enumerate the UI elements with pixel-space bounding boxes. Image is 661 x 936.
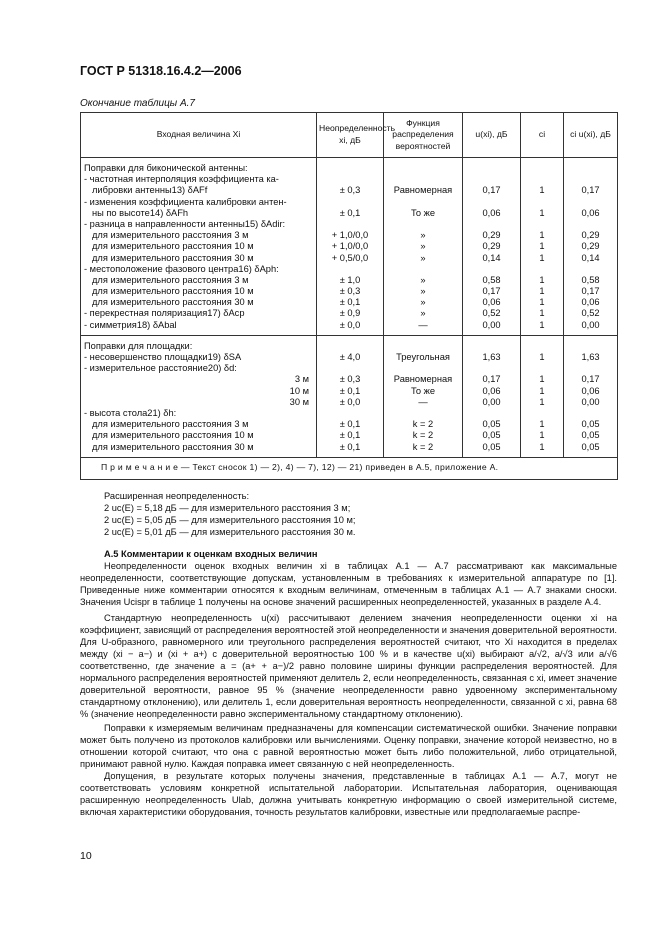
cell-line: ± 0,1 [339, 430, 361, 441]
cell-line: 0,29 [482, 230, 501, 241]
cell-line: 1 [539, 230, 545, 241]
cell-line [387, 341, 459, 352]
cell-line: 0,05 [482, 419, 501, 430]
cell-line: для измерительного расстояния 10 м [92, 286, 254, 297]
cell-line [466, 408, 517, 419]
cell-line [567, 163, 614, 174]
expanded-line: 2 uc(E) = 5,01 дБ — для измерительного расстояния 30 м. [104, 527, 356, 537]
cell-line: ± 4,0 [339, 352, 361, 362]
cell-line: 1 [539, 252, 545, 263]
cell-desc [81, 158, 317, 336]
cell-line: + 0,5/0,0 [331, 252, 369, 263]
cell-line: для измерительного расстояния 10 м [92, 241, 254, 252]
cell-line: - измерительное расстояние20) δd: [84, 363, 237, 374]
cell-line: 0,05 [482, 441, 501, 452]
cell-line [524, 363, 560, 374]
cell-line: ± 0,1 [339, 297, 361, 308]
cell-line: 0,58 [581, 274, 600, 285]
cell-line: 0,06 [482, 297, 501, 308]
cell-line [320, 163, 380, 174]
cell-line: — [418, 319, 428, 330]
cell-line: + 1,0/0,0 [331, 241, 369, 252]
cell-line: 0,00 [581, 319, 600, 330]
cell-line [567, 363, 614, 374]
section-a5 [80, 548, 617, 818]
cell-line: для измерительного расстояния 30 м [92, 297, 254, 308]
cell-line: 0,29 [482, 241, 501, 252]
cell-line [387, 408, 459, 419]
cell-line [387, 264, 459, 275]
cell-line: » [420, 308, 426, 319]
cell-line: Поправки для площадки: [84, 340, 193, 351]
cell-unc [317, 335, 384, 457]
cell-line: 0,00 [482, 319, 501, 330]
cell-line: 30 м [289, 396, 309, 407]
cell-line [466, 174, 517, 185]
cell-c [521, 158, 564, 336]
cell-line: + 1,0/0,0 [331, 230, 369, 241]
cell-line: для измерительного расстояния 3 м [92, 274, 249, 285]
cell-line: ± 0,1 [339, 207, 361, 218]
cell-line: ± 0,1 [339, 385, 361, 396]
cell-line: 0,29 [581, 241, 600, 252]
cell-line: » [420, 252, 426, 263]
cell-line: k = 2 [412, 441, 434, 452]
cell-line: 0,06 [581, 207, 600, 218]
cell-line [320, 408, 380, 419]
table-row-site [81, 335, 618, 457]
cell-line: 0,05 [581, 441, 600, 452]
cell-line: - изменения коэффициента калибровки антен- [84, 196, 287, 207]
cell-line: 1 [539, 419, 545, 430]
cell-line: 0,06 [581, 385, 600, 396]
cell-line: 0,00 [581, 396, 600, 407]
cell-line: 0,05 [482, 430, 501, 441]
cell-line: ± 0,1 [339, 441, 361, 452]
cell-line: 1 [539, 185, 545, 196]
cell-line: - симметрия18) δAbal [84, 319, 177, 330]
cell-c [521, 335, 564, 457]
cell-line [524, 197, 560, 208]
cell-line: - разница в направленности антенны15) δAdir: [84, 218, 286, 229]
cell-line: » [420, 274, 426, 285]
cell-cu [564, 335, 618, 457]
uncertainty-table [80, 112, 618, 480]
cell-line [387, 363, 459, 374]
cell-line [387, 163, 459, 174]
cell-line: либровки антенны13) δAFf [92, 185, 208, 196]
cell-line: Поправки для биконической антенны: [84, 163, 248, 173]
cell-line: 0,58 [482, 274, 501, 285]
table-row-antenna [81, 158, 618, 336]
cell-line [387, 174, 459, 185]
cell-line [320, 197, 380, 208]
cell-line [320, 341, 380, 352]
cell-line: 0,52 [482, 308, 501, 319]
cell-line: - частотная интерполяция коэффициента ка- [84, 174, 279, 185]
cell-line: для измерительного расстояния 30 м [92, 252, 254, 263]
header-u: u(xi), дБ [463, 113, 521, 158]
cell-line: ± 0,1 [339, 419, 361, 430]
cell-line [320, 264, 380, 275]
cell-line: 0,52 [581, 308, 600, 319]
expanded-line: 2 uc(E) = 5,05 дБ — для измерительного расстояния 10 м; [104, 515, 356, 525]
cell-line: ± 1,0 [339, 274, 361, 285]
cell-line: 0,17 [581, 185, 600, 196]
cell-line [567, 341, 614, 352]
cell-line: 0,17 [482, 374, 501, 385]
cell-line: 1 [539, 286, 545, 297]
cell-line [567, 408, 614, 419]
cell-line: 1,63 [482, 352, 501, 362]
cell-line: k = 2 [412, 430, 434, 441]
cell-line [524, 341, 560, 352]
cell-u [463, 158, 521, 336]
cell-line: Равномерная [393, 374, 453, 385]
cell-line [387, 197, 459, 208]
header-uncertainty: Неопределенность xi, дБ [317, 113, 384, 158]
paragraph: Допущения, в результате которых получены значения, представленные в таблицах А.1 — А.7, могут не соответствовать условиям конкретной испытательной лаборатории. Испытательная лаборатория, оценивающая расширенную неопределенность Ulab, должна учитывать конкретную информацию о своей измерительной системе, включая характеристики оборудования, точность результатов калибровки, известные или предполагаемые распре- [80, 771, 617, 817]
table-note: П р и м е ч а н и е — Текст сносок 1) — 2), 4) — 7), 12) — 21) приведен в А.5, приложение А. [81, 457, 618, 479]
cell-line [320, 219, 380, 230]
cell-line: 0,17 [482, 185, 501, 196]
cell-line [524, 174, 560, 185]
cell-line [466, 363, 517, 374]
cell-line: 10 м [289, 385, 309, 396]
page-number: 10 [80, 850, 92, 862]
cell-line: 1 [539, 297, 545, 308]
cell-line: 0,17 [482, 286, 501, 297]
cell-line: ны по высоте14) δAFh [92, 207, 189, 218]
header-cu: ci u(xi), дБ [564, 113, 618, 158]
cell-line: 1 [539, 274, 545, 285]
expanded-line: 2 uc(E) = 5,18 дБ — для измерительного расстояния 3 м; [104, 503, 351, 513]
header-c: ci [521, 113, 564, 158]
cell-line: 1 [539, 352, 545, 362]
cell-line [524, 264, 560, 275]
cell-cu [564, 158, 618, 336]
cell-line: 1 [539, 374, 545, 385]
cell-line: » [420, 241, 426, 252]
header-input: Входная величина Xi [81, 113, 317, 158]
cell-line: 1 [539, 396, 545, 407]
cell-line: для измерительного расстояния 3 м [92, 419, 249, 430]
cell-line: 1 [539, 207, 545, 218]
cell-line [320, 174, 380, 185]
cell-line: 1 [539, 385, 545, 396]
cell-line: ± 0,0 [339, 319, 361, 330]
cell-line: » [420, 297, 426, 308]
cell-line: 1,63 [581, 352, 600, 362]
cell-line [466, 219, 517, 230]
cell-line [524, 163, 560, 174]
cell-line: То же [410, 207, 436, 218]
cell-line: Треугольная [396, 352, 450, 362]
cell-line [466, 163, 517, 174]
paragraph: Поправки к измеряемым величинам предназначены для компенсации систематической ошибки. Значение поправки может быть получено из протоколов калибровки или вычислениями. Оценку поправки, значение которой неизвестно, но в отношении которой считают, что она с равной вероятностью может быть либо положительной, либо отрицательной, принимают равной нулю. Каждая поправка имеет связанную с ней неопределенность. [80, 723, 617, 769]
cell-line: для измерительного расстояния 10 м [92, 430, 254, 441]
cell-line: 0,14 [482, 252, 501, 263]
cell-line: 1 [539, 241, 545, 252]
cell-line [466, 197, 517, 208]
expanded-title: Расширенная неопределенность: [104, 491, 250, 501]
cell-line [567, 219, 614, 230]
cell-line: 1 [539, 441, 545, 452]
cell-line: Равномерная [393, 185, 453, 196]
table-note-row [81, 457, 618, 479]
cell-u [463, 335, 521, 457]
cell-line: k = 2 [412, 419, 434, 430]
cell-line: ± 0,9 [339, 308, 361, 319]
section-title: А.5 Комментарии к оценкам входных величин [104, 549, 318, 559]
cell-line: 1 [539, 430, 545, 441]
cell-line: для измерительного расстояния 3 м [92, 230, 249, 241]
cell-line [567, 264, 614, 275]
cell-line [524, 408, 560, 419]
expanded-uncertainty [80, 490, 617, 538]
cell-line: » [420, 286, 426, 297]
cell-line: - несовершенство площадки19) δSA [84, 352, 242, 362]
header-distribution: Функция распределения вероятностей [384, 113, 463, 158]
cell-line [320, 363, 380, 374]
cell-func [384, 158, 463, 336]
paragraph: Стандартную неопределенность u(xi) рассчитывают делением значения неопределенности оценки xi на коэффициент, зависящий от распределения вероятностей этой неопределенности и значения доверительной вероятности. Для U-образного, равномерного или треугольного распределения вероятностей считают, что Xi находится в пределах между (xi − a−) и (xi + a+) с доверительной вероятностью 100 % и в качестве u(xi) выбирают a/√2, a/√3 или a/√6 соответственно, где значение a = (a+ + a−)/2 равно половине ширины функции распределения вероятностей. Для нормального распределения вероятностей применяют делитель 2, если неопределенность, связанная с xi, имеет значение доверительной вероятности, равное 95 % (значение неопределенности равно удвоенному экспериментальному стандартному отклонению), или делитель 1, если доверительная вероятность неопределенности, связанной с xi, равна 68 % (значение неопределенности равно экспериментальному стандартному отклонению). [80, 613, 617, 719]
cell-line: - высота стола21) δh: [84, 407, 177, 418]
table-header-row [81, 113, 618, 158]
cell-line: 0,06 [482, 207, 501, 218]
cell-line: 1 [539, 319, 545, 330]
cell-line [466, 341, 517, 352]
cell-line [524, 219, 560, 230]
table-caption: Окончание таблицы А.7 [80, 98, 195, 109]
paragraph: Неопределенности оценок входных величин xi в таблицах А.1 — А.7 рассматривают как максимальные неопределенности, соответствующие допускам, установленным в требованиях к измерительной аппаратуре по [1]. Приведенные ниже комментарии относятся к входным величинам, отмеченным в таблицах А.1 — А.7 знаками сноски. Значения Ucispr в таблице 1 получены на основе значений расширенных неопределенностей, указанных в разделе А.4. [80, 561, 617, 607]
cell-line: 0,29 [581, 230, 600, 241]
cell-desc [81, 335, 317, 457]
document-code: ГОСТ Р 51318.16.4.2—2006 [80, 64, 242, 78]
cell-line [567, 197, 614, 208]
cell-line: » [420, 230, 426, 241]
cell-line: — [418, 396, 428, 407]
cell-line: 0,06 [581, 297, 600, 308]
cell-line: для измерительного расстояния 30 м [92, 441, 254, 452]
cell-line [387, 219, 459, 230]
cell-unc [317, 158, 384, 336]
cell-line: 0,17 [581, 286, 600, 297]
cell-line [567, 174, 614, 185]
cell-line: ± 0,0 [339, 396, 361, 407]
cell-line: 0,06 [482, 385, 501, 396]
cell-line [466, 264, 517, 275]
cell-line: 0,05 [581, 430, 600, 441]
cell-line: 3 м [294, 374, 309, 385]
cell-line: То же [410, 385, 436, 396]
cell-func [384, 335, 463, 457]
cell-line: - перекрестная поляризация17) δAcp [84, 308, 245, 319]
cell-line: ± 0,3 [339, 374, 361, 385]
cell-line: 0,14 [581, 252, 600, 263]
cell-line: ± 0,3 [339, 185, 361, 196]
cell-line: 0,00 [482, 396, 501, 407]
cell-line: 0,05 [581, 419, 600, 430]
cell-line: 1 [539, 308, 545, 319]
cell-line: 0,17 [581, 374, 600, 385]
cell-line: ± 0,3 [339, 286, 361, 297]
cell-line: - местоположение фазового центра16) δAph: [84, 263, 279, 274]
